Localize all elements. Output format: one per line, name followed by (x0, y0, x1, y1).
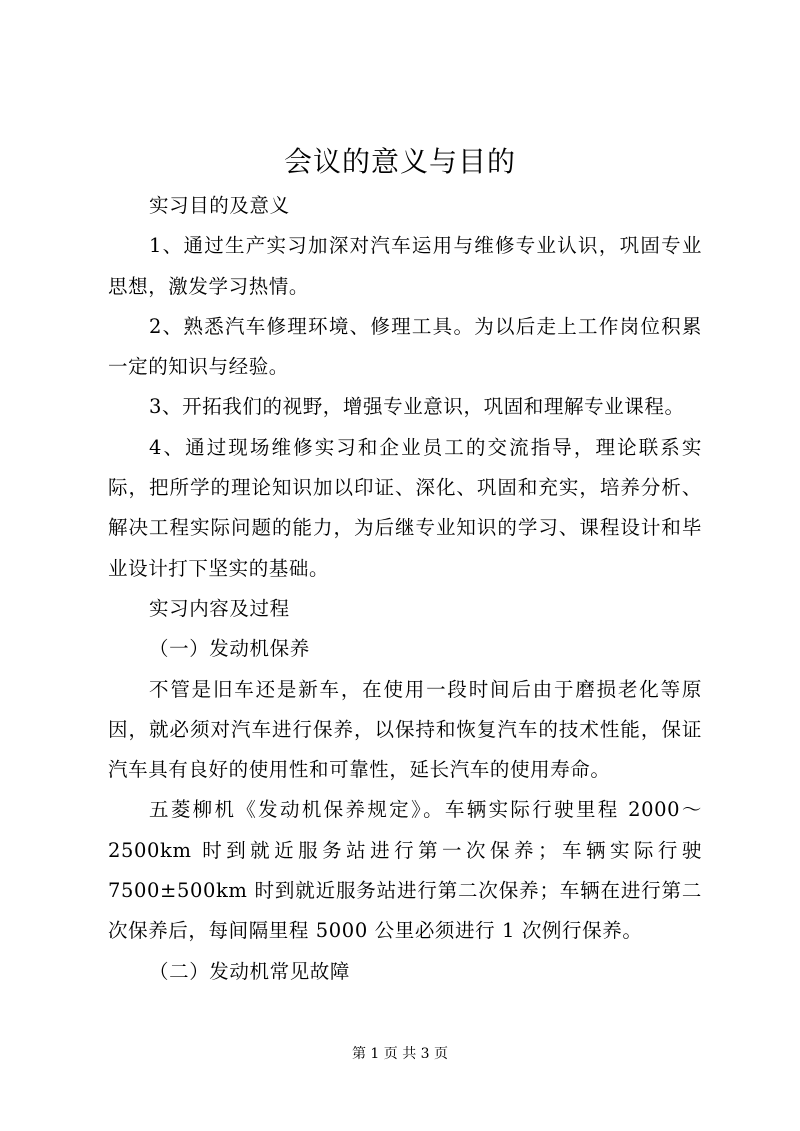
paragraph-maintenance-rules: 五菱柳机《发动机保养规定》。车辆实际行驶里程 2000～2500km 时到就近服务站进行第一次保养；车辆实际行驶7500±500km 时到就近服务站进行第二次保养；车辆在进行第二次保养后，每间隔里程 5000 公里必须进行 1 次例行保养。 (108, 798, 702, 943)
paragraph-item-4: 4、通过现场维修实习和企业员工的交流指导，理论联系实际，把所学的理论知识加以印证、深化、巩固和充实，培养分析、解决工程实际问题的能力，为后继专业知识的学习、课程设计和毕业设计打下坚实的基础。 (108, 435, 702, 580)
section-heading-purpose: 实习目的及意义 (149, 194, 290, 217)
paragraph-item-1: 1、通过生产实习加深对汽车运用与维修专业认识，巩固专业思想，激发学习热情。 (108, 234, 702, 298)
subheading-engine-faults: （二）发动机常见故障 (149, 959, 351, 983)
section-heading-content: 实习内容及过程 (149, 596, 290, 620)
paragraph-maintenance-reason: 不管是旧车还是新车，在使用一段时间后由于磨损老化等原因，就必须对汽车进行保养，以保持和恢复汽车的技术性能，保证汽车具有良好的使用性和可靠性，延长汽车的使用寿命。 (108, 677, 702, 782)
paragraph-item-3: 3、开拓我们的视野，增强专业意识，巩固和理解专业课程。 (149, 395, 685, 419)
subheading-engine-maintenance: （一）发动机保养 (149, 637, 310, 661)
page-title: 会议的意义与目的 (283, 145, 516, 178)
document-body (108, 186, 702, 992)
paragraph-item-2: 2、熟悉汽车修理环境、修理工具。为以后走上工作岗位积累一定的知识与经验。 (108, 314, 702, 379)
page-number-footer: 第 1 页 共 3 页 (351, 1046, 449, 1062)
